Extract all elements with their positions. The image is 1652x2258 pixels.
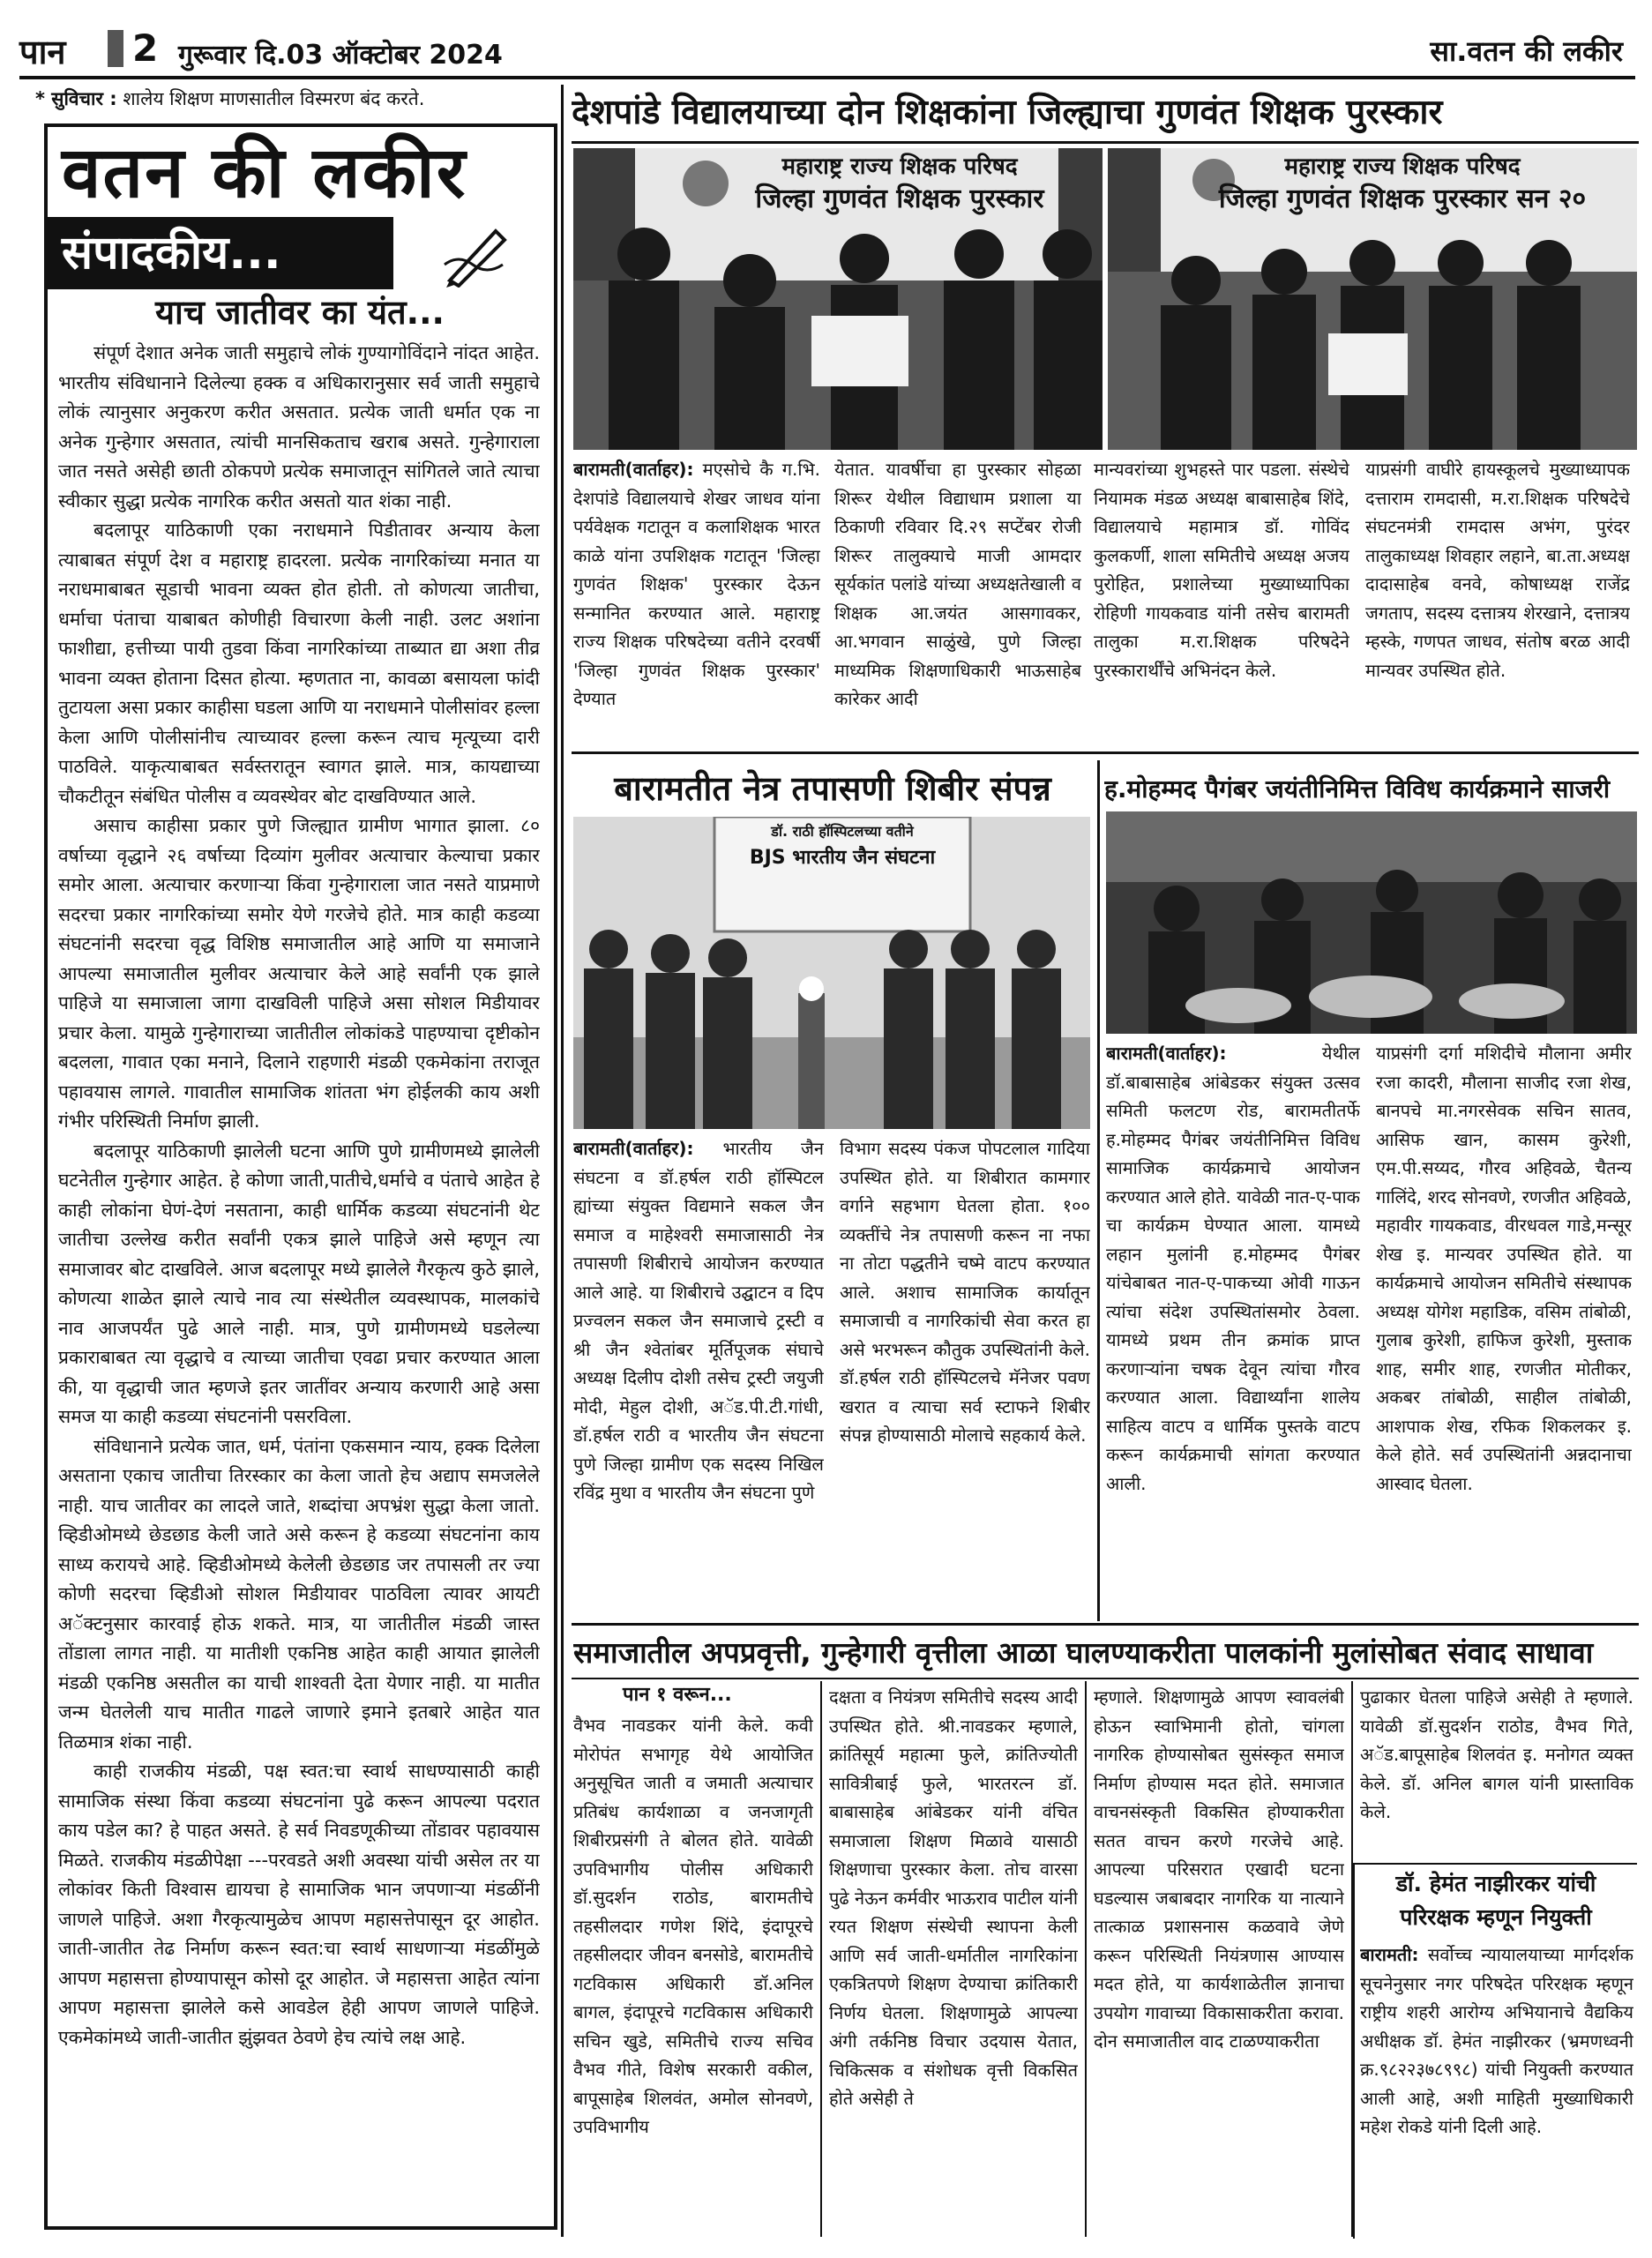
story1-col3 bbox=[1094, 455, 1349, 746]
story3-headline: ह.मोहम्मद पैगंबर जयंतीनिमित्त विविध कार्यक्रमाने साजरी bbox=[1104, 774, 1611, 804]
dateline: बारामती(वार्ताहर): bbox=[573, 1138, 694, 1159]
story4-rule bbox=[572, 1678, 1639, 1679]
column-rule bbox=[820, 1681, 822, 2237]
editorial-paragraph: असाच काहीसा प्रकार पुणे जिल्ह्यात ग्रामीण भागात झाला. ८० वर्षाच्या वृद्धाने २६ वर्षाच्या दिव्यांग मुलीवर अत्याचार केल्याचा प्रकार समोर आला. अत्याचार करणाऱ्या किंवा गुन्हेगाराला जात नसते याप्रमाणे सदरचा प्रकार नागरिकांच्या समोर येणे गरजेचे होते. मात्र काही कडव्या संघटनांनी सदरचा वृद्ध विशिष्ठ समाजातील आहे आणि या समाजाने आपल्या समाजातील मुलीवर अत्याचार केले आहे सर्वांनी एक झाले पाहिजे या समाजाला जागा दाखविली पाहिजे असा सोशल मिडीयावर प्रचार केला. यामुळे गुन्हेगाराच्या जातीतील लोकांकडे पाहण्याचा दृष्टीकोन बदलला, गावात एका मनाने, दिलाने राहणारी मंडळी एकमेकांना तराजूत पहावयास लागले. गावातील सामाजिक शांतता भंग होईलकी काय अशी गंभीर परिस्थिती निर्माण झाली. bbox=[58, 815, 540, 1132]
story1-col2 bbox=[834, 455, 1081, 746]
story-text: मान्यवरांच्या शुभहस्ते पार पडला. संस्थेचे नियामक मंडळ अध्यक्ष बाबासाहेब शिंदे, विद्यालयाचे महामात्र डॉ. गोविंद कुलकर्णी, शाला समितीचे अध्यक्ष अजय पुरोहित, प्रशालेच्या मुख्याध्यापिका रोहिणी गायकवाड यांनी तसेच बारामती तालुका म.रा.शिक्षक परिषदेने पुरस्कारार्थींचे अभिनंदन केले. bbox=[1094, 459, 1349, 681]
editorial-paragraph: काही राजकीय मंडळी, पक्ष स्वत:चा स्वार्थ साधण्यासाठी काही सामाजिक संस्था किंवा कडव्या संघटनांना पुढे करून आपल्या पदरात काय पडेल का? हे पाहत असते. हे सर्व निवडणूकीच्या तोंडावर पहावयास मिळते. राजकीय मंडळीपेक्षा ---परवडते अशी अवस्था यांची असेल तर या लोकांवर किती विश्वास द्यायचा हे सामाजिक भान जपणाऱ्या मंडळींनी जाणले पाहिजे. अशा गैरकृत्यामुळेच आपण महासत्तेपासून दूर आहोत. जाती-जातीत तेढ निर्माण करून स्वत:चा स्वार्थ साधणाऱ्या मंडळींमुळे आपण महासत्ता होण्यापासून कोसो दूर आहोत. जे महासत्ता आहेत त्यांना आपण महासत्ता झालेले कसे आवडेल हेही आपण जाणले पाहिजे. एकमेकांमध्ये जाती-जातीत झुंझवत ठेवणे हेच त्यांचे लक्ष आहे. bbox=[58, 1761, 540, 2048]
story-text: याप्रसंगी दर्गा मशिदीचे मौलाना अमीर रजा कादरी, मौलाना साजीद रजा शेख, बानपचे मा.नगरसेवक सचिन सातव, आसिफ खान, कासम कुरेशी, एम.पी.सय्यद, गौरव अहिवळे, चैतन्य गालिंदे, शरद सोनवणे, रणजीत अहिवळे, महावीर गायकवाड, वीरधवल गाडे,मन्सूर शेख इ. मान्यवर उपस्थित होते. या कार्यक्रमाचे आयोजन समितीचे संस्थापक अध्यक्ष योगेश महाडिक, वसिम तांबोळी, गुलाब कुरेशी, हाफिज कुरेशी, मुस्ताक शाह, समीर शाह, रणजीत मोतीकर, अकबर तांबोळी, साहील तांबोळी, आशपाक शेख, रफिक शिकलकर इ. केले होते. सर्व उपस्थितांनी अन्नदानाचा आस्वाद घेतला. bbox=[1376, 1043, 1632, 1494]
issue-date: गुरूवार दि.03 ऑक्टोबर 2024 bbox=[178, 40, 503, 71]
story1-col1 bbox=[573, 455, 820, 746]
story-text: वैभव नावडकर यांनी केले. कवी मोरोपंत सभागृह येथे आयोजित अनुसूचित जाती व जमाती अत्याचार प्रतिबंध कार्यशाळा व जनजागृती शिबीरप्रसंगी ते बोलत होते. यावेळी उपविभागीय पोलीस अधिकारी डॉ.सुदर्शन राठोड, बारामतीचे तहसीलदार गणेश शिंदे, इंदापूरचे तहसीलदार जीवन बनसोडे, बारामतीचे गटविकास अधिकारी डॉ.अनिल बागल, इंदापूरचे गटविकास अधिकारी सचिन खुडे, समितीचे राज्य सचिव वैभव गीते, विशेष सरकारी वकील, बापूसाहेब शिलवंत, अमोल सोनवणे, उपविभागीय bbox=[573, 1715, 813, 2137]
story4-headline: समाजातील अपप्रवृत्ती, गुन्हेगारी वृत्तीला आळा घालण्याकरीता पालकांनी मुलांसोबत संवाद साधावा bbox=[573, 1635, 1594, 1670]
continued-label: पान १ वरून... bbox=[623, 1684, 732, 1706]
page-header bbox=[19, 26, 1635, 79]
story-text: दक्षता व नियंत्रण समितीचे सदस्य आदी उपस्थित होते. श्री.नावडकर म्हणाले, क्रांतिसूर्य महात्मा फुले, क्रांतिज्योती सावित्रीबाई फुले, भारतरत्न डॉ. बाबासाहेब आंबेडकर यांनी वंचित समाजाला शिक्षण मिळावे यासाठी शिक्षणाचा पुरस्कार केला. तोच वारसा पुढे नेऊन कर्मवीर भाऊराव पाटील यांनी रयत शिक्षण संस्थेची स्थापना केली आणि सर्व जाती-धर्मातील नागरिकांना एकत्रितपणे शिक्षण देण्याचा क्रांतिकारी निर्णय घेतला. शिक्षणामुळे आपल्या अंगी तर्कनिष्ठ विचार उदयास येतात, चिकित्सक व संशोधक वृत्ती विकसित होते असेही ते bbox=[829, 1686, 1078, 2109]
story3-col2 bbox=[1376, 1039, 1632, 1616]
pen-icon bbox=[441, 219, 512, 288]
story-text: याप्रसंगी वाघीरे हायस्कूलचे मुख्याध्यापक दत्ताराम रामदासी, म.रा.शिक्षक परिषदेचे संघटनमंत्री रामदास अभंग, पुरंदर तालुकाध्यक्ष शिवहार लहाने, बा.ता.अध्यक्ष दादासाहेब वनवे, कोषाध्यक्ष राजेंद्र जगताप, सदस्य दत्तात्रय शेरखाने, दत्तात्रय म्हस्के, गणपत जाधव, संतोष बरळ आदी मान्यवर उपस्थित होते. bbox=[1365, 459, 1630, 681]
story4-col3 bbox=[1094, 1683, 1344, 2240]
banner-line: BJS भारतीय जैन संघटना bbox=[749, 847, 936, 869]
story1-bottom-rule bbox=[572, 751, 1639, 754]
editorial-paragraph: बदलापूर याठिकाणी झालेली घटना आणि पुणे ग्रामीणमध्ये झालेली घटनेतील गुन्हेगार आहेत. हे कोणा जाती,पातीचे,धर्माचे व पंताचे आहेत हे काही लोकांना घेणं-देणं नसताना, काही धार्मिक कडव्या संघटनांनी थेट जातीचा उल्लेख करीत सर्वांनी एकत्र झाले पाहिजे असे म्हणून त्या समाजावर बोट दाखविले. आज बदलापूर मध्ये झालेले गैरकृत्य कुठे झाले, कोणत्या शाळेत झाले त्याचे नाव त्या संस्थेतील व्यवस्थापक, मालकांचे नाव आजपर्यंत पुढे आले नाही. मात्र, पुणे ग्रामीणमध्ये घडलेल्या प्रकाराबाबत त्या वृद्धाचे व त्याच्या जातीचा एवढा प्रचार करण्यात आला की, या वृद्धाची जात म्हणजे इतर जातींवर अन्याय करणारी आहे असा समज या काही कडव्या संघटनांनी पसरविला. bbox=[58, 1140, 540, 1427]
masthead-title: वतन की लकीर bbox=[62, 131, 467, 213]
story1-headline: देशपांडे विद्यालयाच्या दोन शिक्षकांना जिल्ह्याचा गुणवंत शिक्षक पुरस्कार bbox=[572, 93, 1443, 132]
story2-divider bbox=[1097, 760, 1100, 1621]
story3-bottom-rule bbox=[572, 1623, 1639, 1626]
editorial-paragraph: बदलापूर याठिकाणी एका नराधमाने पिडीतावर अन्याय केला त्याबाबत संपूर्ण देश व महाराष्ट्र हादरला. प्रत्येक नागरिकांच्या मनात या नराधमाबाबत सूडाची भावना व्यक्त होत होती. तो कोणत्या जातीचा, धर्माचा पंताचा याबाबत कोणीही विचारणा केली नाही. उलट अशांना फाशीद्या, हत्तीच्या पायी तुडवा किंवा नागरिकांच्या ताब्यात द्या अशा तीव्र भावना व्यक्त होताना दिसत होत्या. म्हणतात ना, कावळा बसायला फांदी तुटायला असा प्रकार काहीसा घडला आणि या नराधमाने पोलीसांवर हल्ला केला आणि पोलीसांनीच त्याच्यावर हल्ला करून त्याच मृत्यूच्या दारी पाठविले. याकृत्याबाबत सर्वस्तरातून स्वागत झाले. मात्र, कायद्याच्या चौकटीतून संबंधित पोलीस व व्यवस्थेवर बोट दाखविण्यात आले. bbox=[58, 520, 540, 807]
story-text: पुढाकार घेतला पाहिजे असेही ते म्हणाले. यावेळी डॉ.सुदर्शन राठोड, वैभव गिते, अॅड.बापूसाहेब शिलवंत इ. मनोगत व्यक्त केले. डॉ. अनिल बागल यांनी प्रास्ताविक केले. bbox=[1360, 1686, 1633, 1822]
story2-col1 bbox=[573, 1134, 824, 1616]
story-text: मएसोचे कै ग.भि. देशपांडे विद्यालयाचे शेखर जाधव यांना पर्यवेक्षक गटातून व कलाशिक्षक भारत काळे यांना उपशिक्षक गटातून 'जिल्हा गुणवंत शिक्षक' पुरस्कार देऊन सन्मानित करण्यात आले. महाराष्ट्र राज्य शिक्षक परिषदेच्या वतीने दरवर्षी 'जिल्हा गुणवंत शिक्षक पुरस्कार' देण्यात bbox=[573, 459, 820, 709]
editorial-title: याच जातीवर का यंत... bbox=[155, 293, 445, 332]
suvichar-text: शालेय शिक्षण माणसातील विस्मरण बंद करते. bbox=[123, 88, 425, 109]
story5-headline-1: डॉ. हेमंत नाझीरकर यांची bbox=[1395, 1871, 1596, 1896]
paper-name: सा.वतन की लकीर bbox=[1430, 34, 1623, 68]
page-label-bar bbox=[108, 30, 123, 67]
page-number: 2 bbox=[132, 26, 159, 70]
story-text: भारतीय जैन संघटना व डॉ.हर्षल राठी हॉस्पिटल ह्यांच्या संयुक्त विद्यमाने सकल जैन समाज व माहेश्वरी समाजासाठी नेत्र तपासणी शिबीराचे आयोजन करण्यात आले आहे. या शिबीराचे उद्घाटन व दिप प्रज्वलन सकल जैन समाजाचे ट्रस्टी व श्री जैन श्वेतांबर मूर्तिपूजक संघाचे अध्यक्ष दिलीप दोशी तसेच ट्रस्टी जयुजी मोदी, मेहुल दोशी, अॅड.पी.टी.गांधी, डॉ.हर्षल राठी व भारतीय जैन संघटना पुणे जिल्हा ग्रामीण एक सदस्य निखिल रविंद्र मुथा व भारतीय जैन संघटना पुणे bbox=[573, 1138, 824, 1503]
suvichar bbox=[35, 86, 529, 116]
story2-col2 bbox=[840, 1134, 1090, 1616]
story-text: विभाग सदस्य पंकज पोपटलाल गादिया उपस्थित होते. या शिबीरात कामगार वर्गाने सहभाग घेतला होता. १०० व्यक्तींचे नेत्र तपासणी करून ना नफा ना तोटा पद्धतीने चष्मे वाटप करण्यात आले. अशाच सामाजिक कार्यातून समाजाची व नागरिकांची सेवा करत हा असे भरभरून कौतुक उपस्थितांनी केले. डॉ.हर्षल राठी हॉस्पिटलचे मॅनेजर पवण खरात व त्याचा सर्व स्टाफने शिबीर संपन्न होण्यासाठी मोलाचे सहकार्य केले. bbox=[840, 1138, 1090, 1446]
suvichar-label: * सुविचार : bbox=[35, 88, 117, 109]
story2-headline: बारामतीत नेत्र तपासणी शिबीर संपन्न bbox=[614, 769, 1051, 808]
story3-photo bbox=[1106, 811, 1637, 1034]
story5-headline-2: परिरक्षक म्हणून नियुक्ती bbox=[1400, 1904, 1592, 1930]
story-text: येतात. यावर्षीचा हा पुरस्कार सोहळा शिरूर येथील विद्याधाम प्रशाला या ठिकाणी रविवार दि.२९ सप्टेंबर रोजी शिरूर तालुक्याचे माजी आमदार सूर्यकांत पलांडे यांच्या अध्यक्षतेखाली व शिक्षक आ.जयंत आसगावकर, आ.भगवान साळुंखे, पुणे जिल्हा माध्यमिक शिक्षणाधिकारी भाऊसाहेब कारेकर आदी bbox=[834, 459, 1081, 709]
masthead-section: संपादकीय... bbox=[62, 227, 281, 280]
banner-line: डॉ. राठी हॉस्पिटलच्या वतीने bbox=[771, 823, 914, 840]
editorial-body bbox=[58, 339, 540, 2217]
story5-body bbox=[1360, 1940, 1633, 2237]
story1-col4 bbox=[1365, 455, 1630, 746]
story1-rule bbox=[572, 141, 1639, 144]
story-text: म्हणाले. शिक्षणामुळे आपण स्वावलंबी होऊन स्वाभिमानी होतो, चांगला नागरिक होण्यासोबत सुसंस्कृत समाज निर्माण होण्यास मदत होते. समाजात वाचनसंस्कृती विकसित होण्याकरीता सतत वाचन करणे गरजेचे आहे. आपल्या परिसरात एखादी घटना घडल्यास जबाबदार नागरिक या नात्याने तात्काळ प्रशासनास कळवावे जेणे करून परिस्थिती नियंत्रणास आण्यास मदत होते, या कार्यशाळेतील ज्ञानाचा उपयोग गावाच्या विकासाकरीता करावा. दोन समाजातील वाद टाळण्याकरीता bbox=[1094, 1686, 1344, 2052]
story4-col2 bbox=[829, 1683, 1078, 2240]
dateline: बारामती(वार्ताहर): bbox=[573, 459, 694, 480]
column-divider bbox=[561, 85, 564, 2237]
column-rule bbox=[1351, 1681, 1353, 2237]
banner-line: महाराष्ट्र राज्य शिक्षक परिषद bbox=[781, 153, 1018, 180]
story2-photo-banner bbox=[714, 820, 970, 891]
dateline: बारामती: bbox=[1360, 1944, 1419, 1965]
page-label: पान bbox=[19, 33, 66, 71]
story4-col4 bbox=[1360, 1683, 1633, 1856]
story3-col1 bbox=[1106, 1039, 1360, 1616]
dateline: बारामती(वार्ताहर): bbox=[1106, 1043, 1227, 1064]
column-rule bbox=[1085, 1681, 1087, 2237]
story4-col1 bbox=[573, 1711, 813, 2240]
editorial-paragraph: संविधानाने प्रत्येक जात, धर्म, पंतांना एकसमान न्याय, हक्क दिलेला असताना एकाच जातीचा तिरस्कार का केला जातो हेच अद्याप समजलेले नाही. याच जातीवर का लादले जाते, शब्दांचा अपभ्रंश सुद्धा केला जातो. व्हिडीओमध्ये छेडछाड केली जाते असे करून हे कडव्या संघटनांना काय साध्य करायचे आहे. व्हिडीओमध्ये केलेली छेडछाड जर तपासली तर ज्या कोणी सदरचा व्हिडीओ सोशल मिडीयावर पाठविला त्यावर आयटी अॅक्टनुसार कारवाई होऊ शकते. मात्र, या जातीतील मंडळी जास्त तोंडाला लागत नाही. या मातीशी एकनिष्ठ आहेत काही आयात झालेली मंडळी एकनिष्ठ असतील का याची शाश्वती देता येणार नाही. या मातीत जन्म घेतलेली याच मातीत गाढले जाणारे इमाने इतबारे आहेत यात तिळमात्र शंका नाही. bbox=[58, 1435, 540, 1753]
story-text: सर्वोच्च न्यायालयाच्या मार्गदर्शक सूचनेनुसार नगर परिषदेत परिरक्षक म्हणून राष्ट्रीय शहरी आरोग्य अभियानाचे वैद्यकिय अधीक्षक डॉ. हेमंत नाझीरकर (भ्रमणध्वनी क्र.९८२२३७८९९८) यांची नियुक्ती करण्यात आली आहे, अशी माहिती मुख्याधिकारी महेश रोकडे यांनी दिली आहे. bbox=[1360, 1944, 1633, 2137]
banner-line: महाराष्ट्र राज्य शिक्षक परिषद bbox=[1284, 153, 1521, 180]
editorial-paragraph: संपूर्ण देशात अनेक जाती समुहाचे लोकं गुण्यागोविंदाने नांदत आहेत. भारतीय संविधानाने दिलेल्या हक्क व अधिकारानुसार सर्व जाती समुहाचे लोकं त्यानुसार अनुकरण करीत असतात. प्रत्येक जाती धर्मात एक ना अनेक गुन्हेगार असतात, त्यांची मानसिकताच खराब असते. गुन्हेगाराला जात नसते असेही छाती ठोकपणे प्रत्येक समाजातून सांगितले जाते त्याचा स्वीकार सुद्धा प्रत्येक नागरिक करीत असतो यात शंका नाही. bbox=[58, 342, 540, 512]
banner-line: जिल्हा गुणवंत शिक्षक पुरस्कार bbox=[755, 183, 1044, 214]
story1-photo-left-banner bbox=[706, 152, 1094, 222]
story-text: येथील डॉ.बाबासाहेब आंबेडकर संयुक्त उत्सव समिती फलटण रोड, बारामतीतर्फे ह.मोहम्मद पैगंबर जयंतीनिमित्त विविध सामाजिक कार्यक्रमाचे आयोजन करण्यात आले होते. यावेळी नात-ए-पाक चा कार्यक्रम घेण्यात आला. यामध्ये लहान मुलांनी ह.मोहम्मद पैगंबर यांचेबाबत नात-ए-पाकच्या ओवी गाऊन त्यांचा संदेश उपस्थितांसमोर ठेवला. यामध्ये प्रथम तीन क्रमांक प्राप्त करणाऱ्यांना चषक देवून त्यांचा गौरव करण्यात आला. विद्यार्थ्यांना शालेय साहित्य वाटप व धार्मिक पुस्तके वाटप करून कार्यक्रमाची सांगता करण्यात आली. bbox=[1106, 1043, 1360, 1494]
banner-line: जिल्हा गुणवंत शिक्षक पुरस्कार सन २० bbox=[1218, 183, 1587, 214]
story1-photo-right-banner bbox=[1173, 152, 1632, 222]
